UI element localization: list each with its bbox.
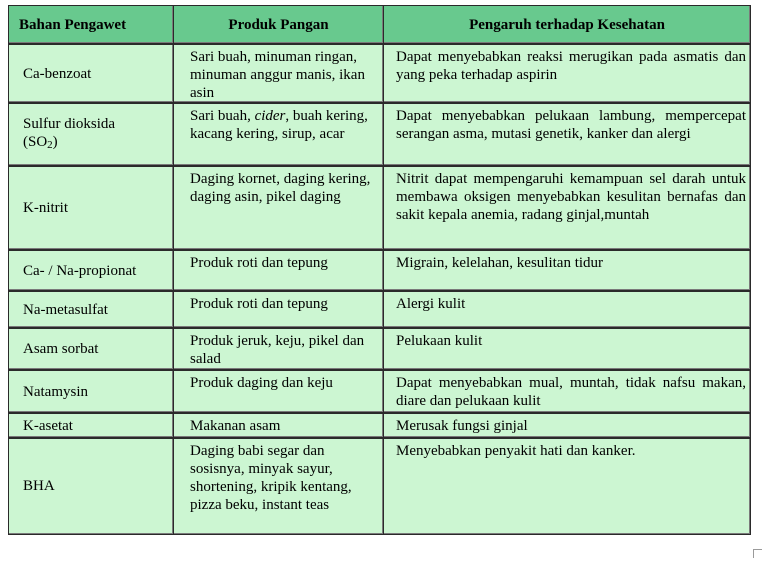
preservative-cell: Natamysin	[9, 370, 174, 413]
table-row	[9, 438, 751, 534]
effects-cell: Merusak fungsi ginjal	[384, 413, 751, 438]
preservative-cell: Ca-benzoat	[9, 44, 174, 103]
products-cell: Produk roti dan tepung	[174, 291, 384, 328]
header-preservative: Bahan Pengawet	[9, 6, 174, 45]
products-italic-term: cider	[254, 108, 286, 124]
preservative-formula: (SO	[23, 134, 48, 150]
products-cell: Makanan asam	[174, 413, 384, 438]
preservative-cell: BHA	[9, 438, 174, 534]
effects-cell: Migrain, kelelahan, kesulitan tidur	[384, 250, 751, 291]
table-header-row	[9, 6, 751, 45]
effects-cell: Pelukaan kulit	[384, 328, 751, 370]
header-food-products: Produk Pangan	[174, 6, 384, 45]
products-cell	[174, 103, 384, 166]
preservative-name: Sulfur dioksida	[23, 116, 116, 132]
effects-cell: Menyebabkan penyakit hati dan kanker.	[384, 438, 751, 534]
formula-subscript: 2	[47, 139, 53, 151]
effects-cell: Dapat menyebabkan mual, muntah, tidak nafsu makan, diare dan pelukaan kulit	[384, 370, 751, 413]
effects-cell: Dapat menyebabkan pelukaan lambung, mempercepat serangan asma, mutasi genetik, kanker dan alergi	[384, 103, 751, 166]
preservatives-table	[8, 5, 751, 535]
preservative-cell	[9, 103, 174, 166]
effects-cell: Alergi kulit	[384, 291, 751, 328]
products-text-start: Sari buah,	[190, 108, 255, 124]
table-row	[9, 103, 751, 166]
preservative-cell: K-asetat	[9, 413, 174, 438]
products-cell: Daging babi segar dan sosisnya, minyak sayur, shortening, kripik kentang, pizza beku, instant teas	[174, 438, 384, 534]
effects-cell: Dapat menyebabkan reaksi merugikan pada asmatis dan yang peka terhadap aspirin	[384, 44, 751, 103]
table-row	[9, 166, 751, 250]
table-row	[9, 44, 751, 103]
table-row	[9, 413, 751, 438]
effects-cell: Nitrit dapat mempengaruhi kemampuan sel darah untuk membawa oksigen menyebabkan kesulitan bernafas dan sakit kepala anemia, radang ginjal,muntah	[384, 166, 751, 250]
products-cell: Produk jeruk, keju, pikel dan salad	[174, 328, 384, 370]
preservative-cell: K-nitrit	[9, 166, 174, 250]
page-corner-mark	[753, 549, 762, 558]
products-cell: Daging kornet, daging kering, daging asin, pikel daging	[174, 166, 384, 250]
products-cell: Produk daging dan keju	[174, 370, 384, 413]
products-cell: Produk roti dan tepung	[174, 250, 384, 291]
preservative-cell: Asam sorbat	[9, 328, 174, 370]
preservative-cell: Na-metasulfat	[9, 291, 174, 328]
header-health-effects: Pengaruh terhadap Kesehatan	[384, 6, 751, 45]
table-row	[9, 250, 751, 291]
table-row	[9, 328, 751, 370]
formula-close: )	[52, 134, 58, 150]
preservative-cell: Ca- / Na-propionat	[9, 250, 174, 291]
table-row	[9, 370, 751, 413]
products-text-end: , buah kering, kacang kering, sirup, acar	[190, 108, 368, 142]
table-row	[9, 291, 751, 328]
products-cell: Sari buah, minuman ringan, minuman anggur manis, ikan asin	[174, 44, 384, 103]
